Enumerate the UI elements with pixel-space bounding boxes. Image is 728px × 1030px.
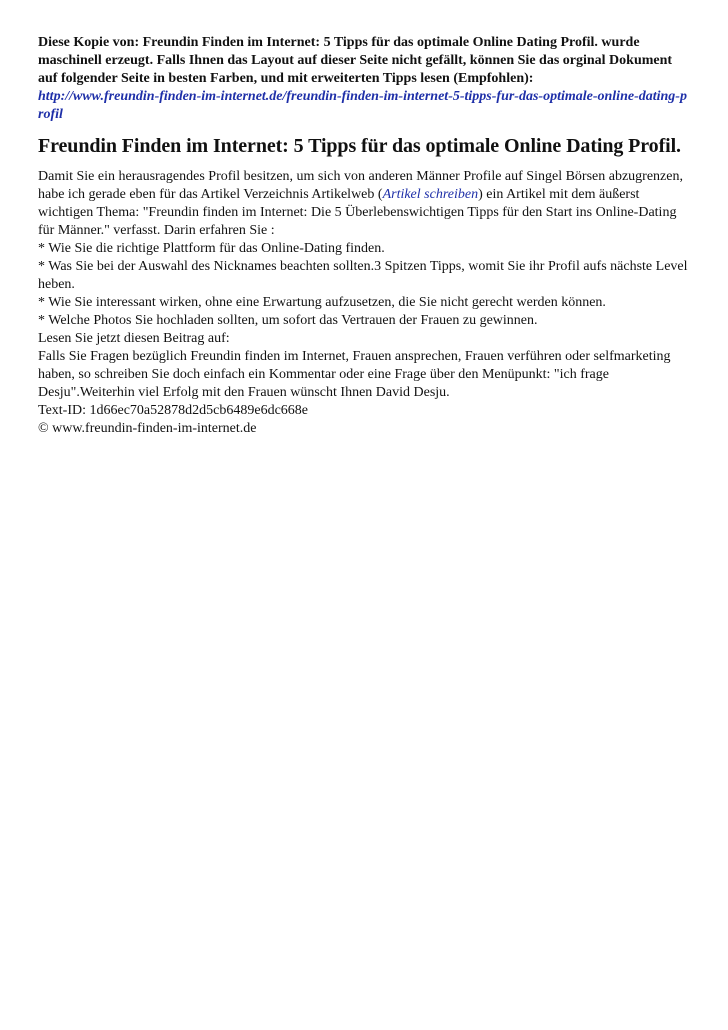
document-page bbox=[38, 34, 692, 438]
intro-text-end: ) ein Artikel mit dem äußerst wichtigen Thema: "Freundin finden im Internet: Die 5 Überlebenswichtigen Tipps für den Start ins Online-Dating für Männer." verfasst. Darin erfahren Sie : bbox=[38, 187, 677, 238]
article-body bbox=[38, 168, 692, 438]
intro-text-start: Damit Sie ein herausragendes Profil besitzen, um sich von anderen Männer Profile auf Singel Börsen abzugrenzen, habe ich gerade eben für das Artikel Verzeichnis Artikelweb ( bbox=[38, 169, 683, 202]
read-more-line: Lesen Sie jetzt diesen Beitrag auf: bbox=[38, 331, 230, 346]
intro-paragraph bbox=[38, 168, 692, 240]
artikel-schreiben-link[interactable]: Artikel schreiben bbox=[382, 187, 479, 202]
bullet-item: * Welche Photos Sie hochladen sollten, um sofort das Vertrauen der Frauen zu gewinnen. bbox=[38, 313, 538, 328]
notice-text: Diese Kopie von: Freundin Finden im Internet: 5 Tipps für das optimale Online Dating Profil. wurde maschinell erzeugt. Falls Ihnen das Layout auf dieser Seite nicht gefällt, können Sie das orginal Dokument auf folgender Seite in besten Farben, und mit erweiterten Tipps lesen (Empfohlen): bbox=[38, 35, 673, 86]
copyright-line: © www.freundin-finden-im-internet.de bbox=[38, 421, 257, 436]
bullet-item: * Wie Sie die richtige Plattform für das Online-Dating finden. bbox=[38, 241, 385, 256]
text-id: Text-ID: 1d66ec70a52878d2d5cb6489e6dc668e bbox=[38, 403, 308, 418]
original-document-link[interactable]: http://www.freundin-finden-im-internet.de/freundin-finden-im-internet-5-tipps-fur-das-optimale-online-dating-profil bbox=[38, 89, 687, 122]
machine-copy-notice bbox=[38, 34, 692, 124]
bullet-item: * Wie Sie interessant wirken, ohne eine Erwartung aufzusetzen, die Sie nicht gerecht werden können. bbox=[38, 295, 606, 310]
bullet-item: * Was Sie bei der Auswahl des Nicknames beachten sollten.3 Spitzen Tipps, womit Sie ihr Profil aufs nächste Level heben. bbox=[38, 259, 688, 292]
closing-paragraph: Falls Sie Fragen bezüglich Freundin finden im Internet, Frauen ansprechen, Frauen verführen oder selfmarketing haben, so schreiben Sie doch einfach ein Kommentar oder eine Frage über den Menüpunkt: "ich frage Desju".Weiterhin viel Erfolg mit den Frauen wünscht Ihnen David Desju. bbox=[38, 349, 671, 400]
article-title: Freundin Finden im Internet: 5 Tipps für das optimale Online Dating Profil. bbox=[38, 135, 681, 157]
